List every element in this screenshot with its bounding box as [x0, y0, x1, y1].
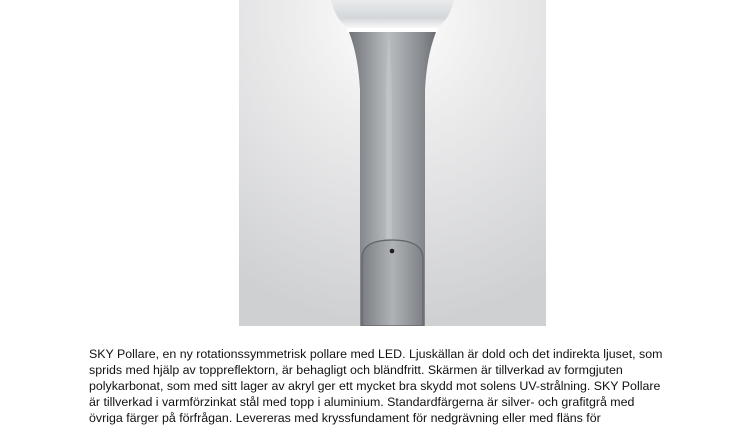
light-ring — [347, 28, 438, 32]
product-description: SKY Pollare, en ny rotationssymmetrisk pollare med LED. Ljuskällan är dold och det indirekta ljuset, som sprids med hjälp av toppreflektorn, är behagligt och bländfritt. Skärmen är tillverkad av formgjuten polykarbonat, som med sitt lager av akryl ger ett mycket bra skydd mot solens UV-strålning. SKY Pollare är tillverkad i varmförzinkat stål med topp i aluminium. Standardfärgerna är silver- och grafitgrå med övriga färger på förfrågan. Levereras med kryssfundament för nedgrävning eller med fläns för — [89, 347, 663, 425]
diffuser-head — [331, 0, 454, 30]
product-photo — [239, 0, 546, 326]
bollard-image — [239, 0, 546, 326]
door-screw — [390, 249, 395, 254]
